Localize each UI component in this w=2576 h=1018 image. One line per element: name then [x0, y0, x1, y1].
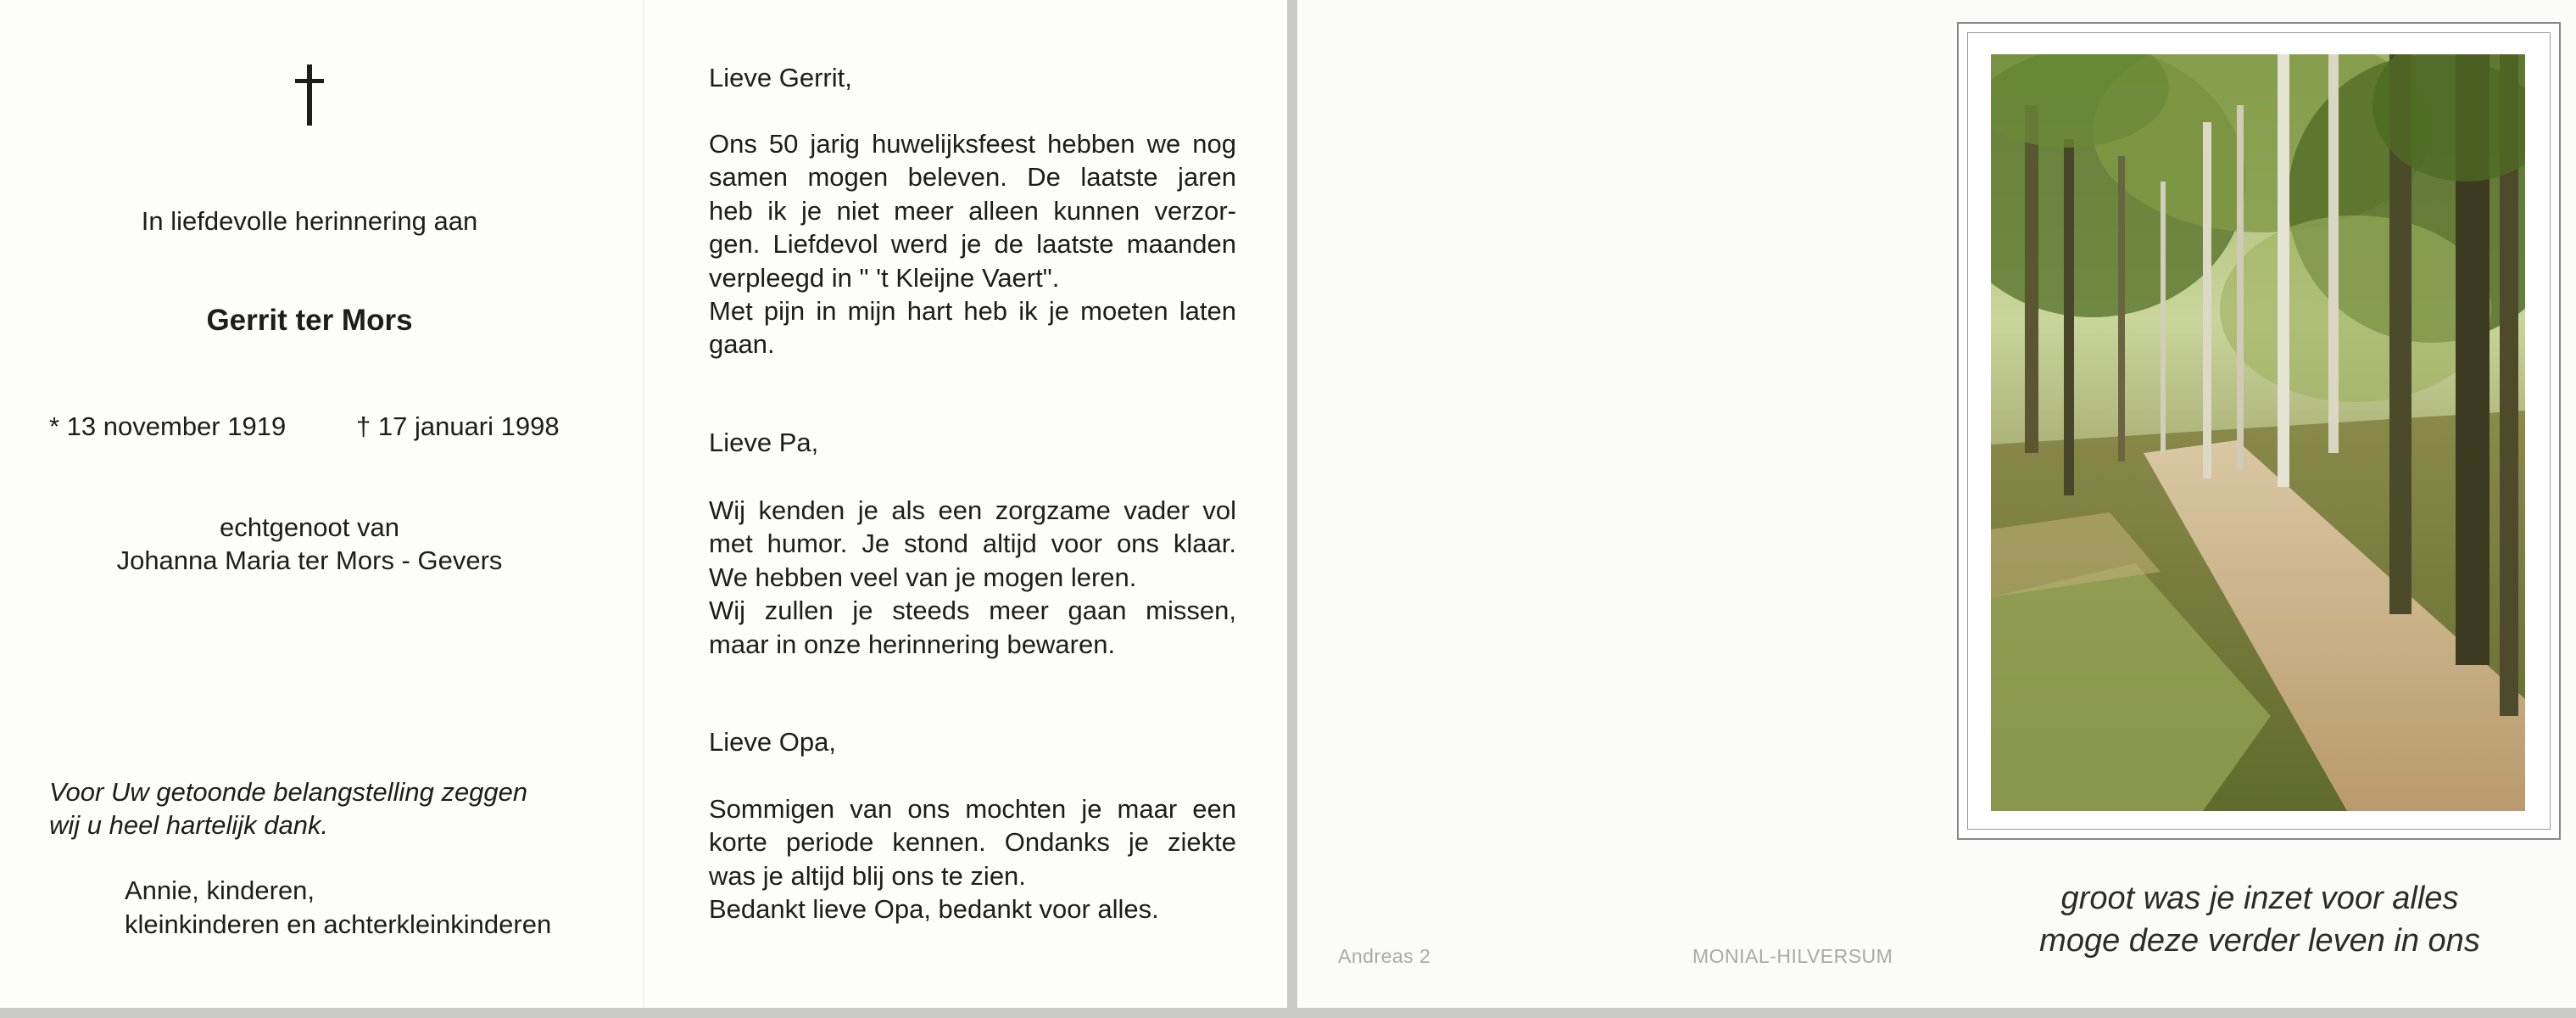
print-code: Andreas 2 — [1338, 945, 1431, 967]
message-line: Met pijn in mijn hart heb ik je moeten laten — [709, 296, 1236, 327]
memorial-heading: In liefdevolle herinnering aan — [141, 206, 478, 236]
salutation-opa: Lieve Opa, — [709, 727, 836, 757]
death-date: † 17 januari 1998 — [356, 411, 560, 441]
message-line: Bedankt lieve Opa, bedankt voor alles. — [709, 894, 1159, 925]
salutation-pa: Lieve Pa, — [709, 428, 819, 457]
message-paragraph-grandchildren — [709, 792, 1236, 926]
message-line: was je altijd blij ons te zien. — [709, 860, 1026, 891]
message-line: met humor. Je stond altijd voor ons klaar. — [709, 529, 1236, 559]
spouse-intro: echtgenoot van — [219, 512, 399, 542]
message-line: Wij zullen je steeds meer gaan missen, — [709, 596, 1236, 626]
message-line: maar in onze herinnering bewaren. — [709, 629, 1116, 659]
forest-path-photo — [1991, 54, 2525, 811]
message-line: gen. Liefdevol werd je de laatste maanden — [709, 229, 1236, 260]
printer-name: MONIAL-HILVERSUM — [1692, 945, 1893, 967]
message-paragraph-children — [709, 494, 1236, 661]
deceased-name: Gerrit ter Mors — [206, 304, 413, 337]
message-line: Sommigen van ons mochten je maar een — [709, 794, 1236, 824]
message-line: gaan. — [709, 329, 775, 360]
birth-date: * 13 november 1919 — [49, 411, 287, 441]
message-line: Ons 50 jarig huwelijksfeest hebben we nog — [709, 129, 1236, 159]
memorial-quote-line: moge deze verder leven in ons — [2039, 923, 2480, 959]
message-line: verpleegd in " 't Kleijne Vaert". — [709, 262, 1060, 293]
memorial-quote-line: groot was je inzet voor alles — [2060, 881, 2459, 916]
thanks-line: Voor Uw getoonde belangstelling zeggen — [49, 777, 528, 807]
family-signature: Annie, kinderen, — [125, 875, 315, 905]
message-line: We hebben veel van je mogen leren. — [709, 562, 1137, 592]
message-line: Wij kenden je als een zorgzame vader vol — [709, 495, 1236, 525]
message-line: korte periode kennen. Ondanks je ziekte — [709, 827, 1236, 858]
thanks-line: wij u heel hartelijk dank. — [49, 810, 329, 840]
center-fold — [643, 0, 644, 1008]
spouse-name: Johanna Maria ter Mors - Gevers — [116, 545, 503, 575]
message-line: samen mogen beleven. De laatste jaren — [709, 162, 1236, 193]
family-signature: kleinkinderen en achterkleinkinderen — [125, 909, 552, 939]
latin-cross-icon — [293, 64, 326, 126]
salutation-gerrit: Lieve Gerrit, — [709, 63, 852, 92]
message-paragraph-wife — [709, 127, 1236, 361]
message-line: heb ik je niet meer alleen kunnen verzor- — [709, 195, 1236, 226]
left-card-spread — [0, 0, 1287, 1008]
